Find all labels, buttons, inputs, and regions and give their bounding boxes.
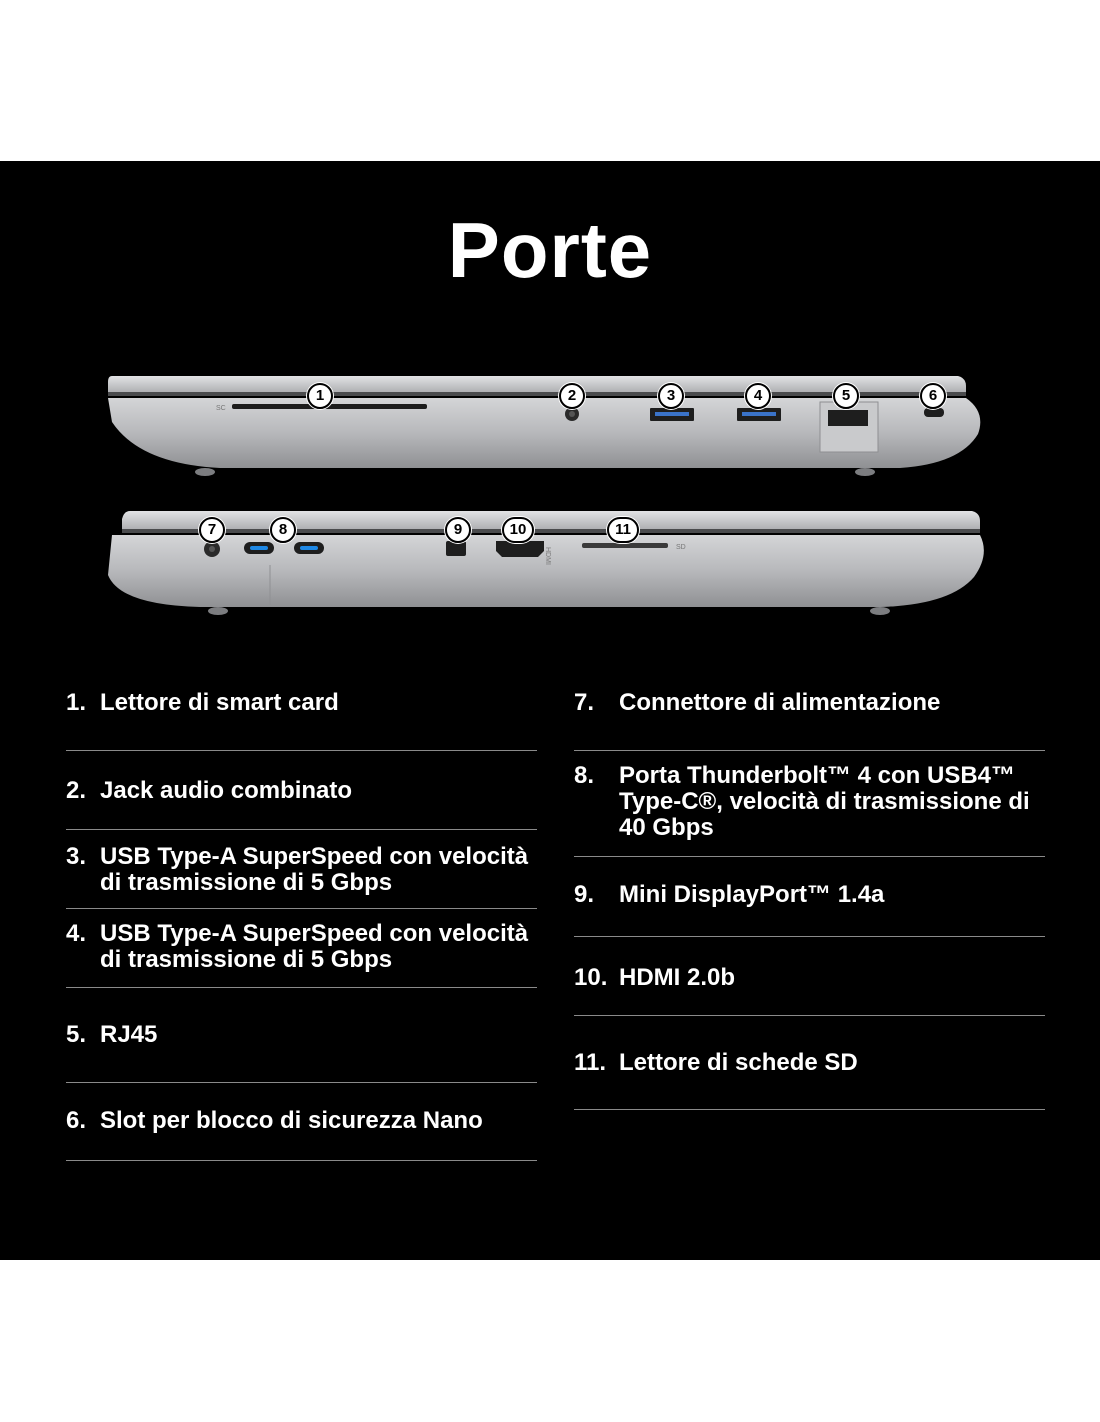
separator-line [574,750,1045,751]
list-item-text: Porta Thunderbolt™ 4 con USB4™ Type-C®, velocità di trasmissione di 40 Gbps [619,762,1030,841]
list-item [66,844,546,896]
port-badge-7: 7 [199,517,225,543]
port-badge-11: 11 [607,517,639,543]
list-item-number: 6. [66,1107,87,1134]
separator-line [66,829,537,830]
port-badge-9: 9 [445,517,471,543]
list-item-number: 7. [574,689,595,716]
port-badge-6: 6 [920,383,946,409]
list-item-number: 3. [66,843,87,870]
list-item-text: Lettore di smart card [100,689,339,716]
separator-line [66,1160,537,1161]
page-title: Porte [447,206,653,294]
list-item [66,778,546,804]
list-item [66,1108,546,1134]
list-item-text: USB Type-A SuperSpeed con velocità di trasmissione di 5 Gbps [100,843,529,896]
separator-line [66,750,537,751]
list-item [66,1022,546,1048]
list-item-number: 1. [66,689,87,716]
list-item-number: 2. [66,777,87,804]
list-item-number: 8. [574,762,595,789]
list-item-text: Mini DisplayPort™ 1.4a [619,881,885,908]
separator-line [66,987,537,988]
list-item-text: Lettore di schede SD [619,1049,858,1076]
list-item-text: Connettore di alimentazione [619,689,941,716]
port-badge-8: 8 [270,517,296,543]
sd-label: SD [676,544,686,551]
separator-line [574,1109,1045,1110]
port-badge-5: 5 [833,383,859,409]
list-item [574,763,1054,841]
laptop-left-side-image [0,505,1100,625]
list-item-number: 4. [66,920,87,947]
list-item [574,690,1054,716]
list-item-text: Slot per blocco di sicurezza Nano [100,1107,483,1134]
list-item-text: RJ45 [100,1021,158,1048]
list-item-number: 10. [574,964,608,991]
separator-line [66,1082,537,1083]
list-item [66,921,546,973]
port-badge-10: 10 [502,517,534,543]
port-badge-1: 1 [307,383,333,409]
port-badge-4: 4 [745,383,771,409]
list-item-text: USB Type-A SuperSpeed con velocità di trasmissione di 5 Gbps [100,920,529,973]
list-item [574,882,1054,908]
port-badge-2: 2 [559,383,585,409]
list-item-number: 11. [574,1049,607,1076]
hdmi-label: HDMI [544,547,551,565]
separator-line [574,1015,1045,1016]
list-item-text: HDMI 2.0b [619,964,736,991]
separator-line [574,856,1045,857]
list-item-text: Jack audio combinato [100,777,353,804]
separator-line [66,908,537,909]
separator-line [574,936,1045,937]
list-item-number: 5. [66,1021,87,1048]
list-item [574,965,1054,991]
list-item [66,690,546,716]
port-badge-3: 3 [658,383,684,409]
list-item-number: 9. [574,881,595,908]
smart-card-label: SC [216,405,226,412]
list-item [574,1050,1054,1076]
